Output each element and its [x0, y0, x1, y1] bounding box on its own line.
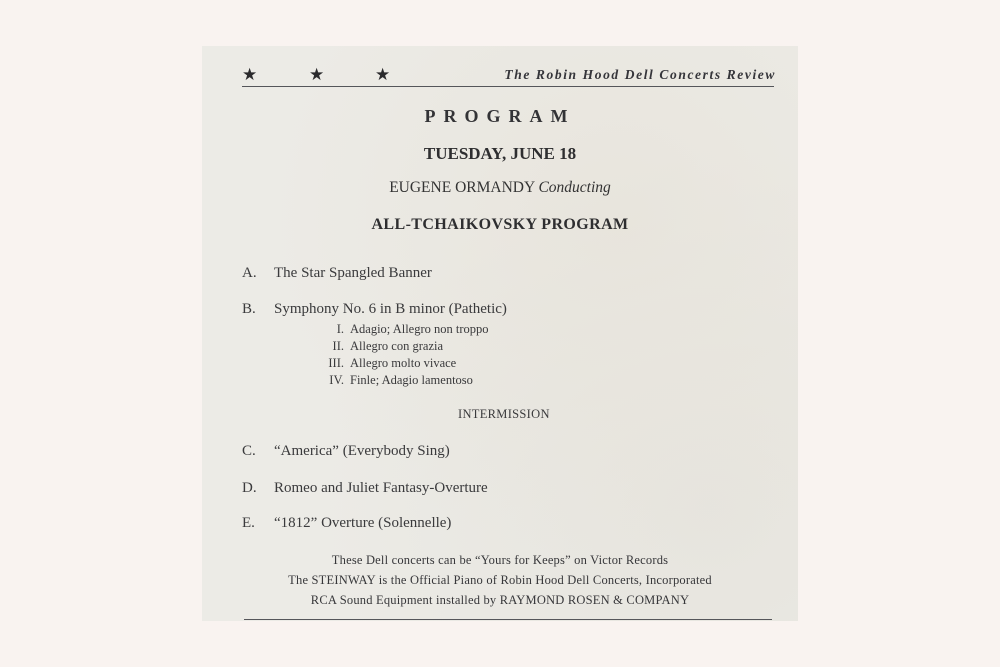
movement-number: II.	[332, 339, 344, 353]
movement-item	[312, 339, 443, 354]
conductor-line	[202, 179, 798, 197]
item-title: Symphony No. 6 in B minor (Pathetic)	[274, 301, 507, 317]
star-icon: ★	[242, 65, 258, 85]
movement-item	[312, 356, 456, 371]
item-letter: D.	[242, 480, 257, 496]
star-icon: ★	[375, 65, 391, 85]
intermission-label: INTERMISSION	[458, 407, 550, 421]
header-rule	[242, 86, 774, 87]
concert-date: TUESDAY, JUNE 18	[423, 144, 577, 163]
program-item	[242, 265, 432, 282]
movement-item	[312, 373, 473, 388]
footer-steinway: The STEINWAY is the Official Piano of Robin Hood Dell Concerts, Incorporated	[288, 573, 712, 587]
journal-title: The Robin Hood Dell Concerts Review	[504, 67, 776, 82]
item-letter: A.	[242, 265, 257, 281]
star-icon: ★	[309, 65, 325, 85]
page-header	[242, 66, 776, 84]
program-item	[242, 480, 488, 497]
program-item	[242, 443, 450, 460]
conductor-name: EUGENE ORMANDY	[389, 179, 535, 196]
movement-number: IV.	[329, 373, 344, 387]
movement-title: Adagio; Allegro non troppo	[350, 322, 489, 336]
movement-title: Allegro con grazia	[350, 339, 444, 353]
item-letter: E.	[242, 515, 255, 531]
item-letter: C.	[242, 443, 256, 459]
footer-victor-records: These Dell concerts can be “Yours for Keeps” on Victor Records	[331, 553, 669, 567]
item-letter: B.	[242, 301, 256, 317]
program-item	[242, 515, 451, 532]
movement-number: III.	[328, 356, 344, 370]
item-title: Romeo and Juliet Fantasy-Overture	[274, 480, 488, 496]
conductor-role: Conducting	[538, 179, 611, 196]
footer-rca-sound: RCA Sound Equipment installed by RAYMOND ROSEN & COMPANY	[310, 593, 690, 607]
item-title: “America” (Everybody Sing)	[274, 443, 450, 459]
movement-title: Finle; Adagio lamentoso	[350, 373, 473, 387]
movement-number: I.	[336, 322, 344, 336]
footer-rule	[244, 619, 772, 620]
program-name: ALL-TCHAIKOVSKY PROGRAM	[371, 216, 629, 233]
movement-title: Allegro molto vivace	[350, 356, 457, 370]
movement-item	[312, 322, 489, 337]
program-page	[202, 46, 798, 621]
item-title: “1812” Overture (Solennelle)	[274, 515, 452, 531]
program-title: PROGRAM	[424, 106, 576, 126]
program-item	[242, 301, 507, 318]
item-title: The Star Spangled Banner	[274, 265, 432, 281]
